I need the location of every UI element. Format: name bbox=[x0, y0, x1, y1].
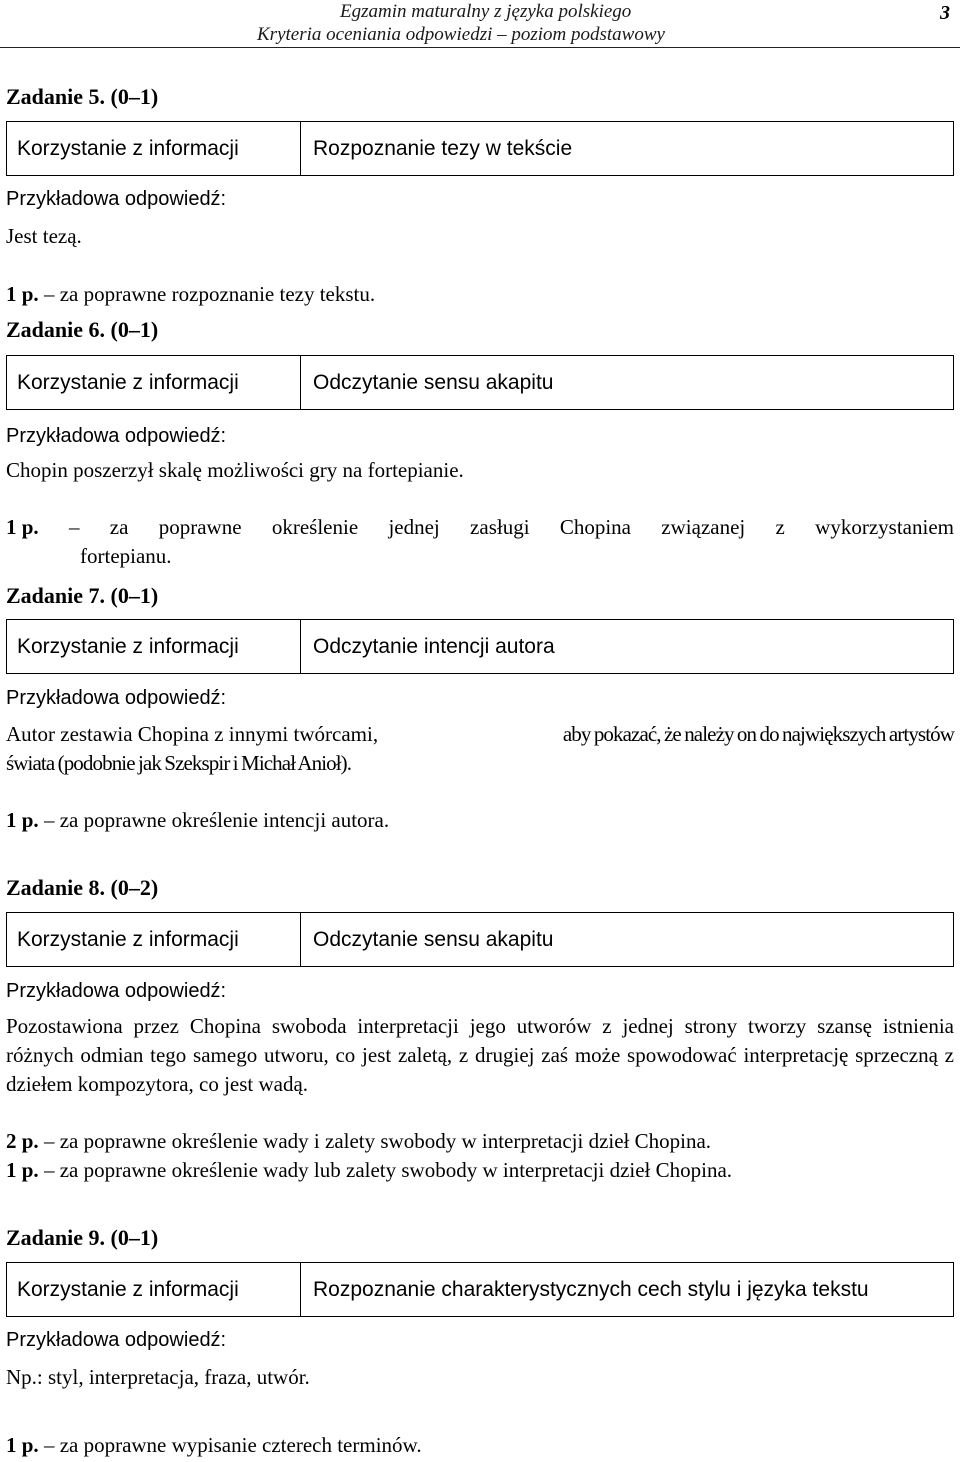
task-points: (0–2) bbox=[110, 875, 159, 900]
task-9-score bbox=[6, 1433, 422, 1458]
score-text: – za poprawne określenie wady i zalety swobody w interpretacji dzieł Chopina. bbox=[43, 1129, 712, 1153]
task-9-answer-label: Przykładowa odpowiedź: bbox=[6, 1329, 227, 1351]
category-cell: Korzystanie z informacji bbox=[7, 620, 301, 673]
task-5-title bbox=[6, 84, 158, 110]
score-text: – za poprawne określenie intencji autora. bbox=[43, 808, 390, 832]
score-points: 1 p. bbox=[6, 1158, 39, 1182]
task-5-answer-label: Przykładowa odpowiedź: bbox=[6, 188, 227, 210]
task-title-text: Zadanie 7. bbox=[6, 583, 106, 608]
requirement-cell: Rozpoznanie charakterystycznych cech stylu i języka tekstu bbox=[313, 1277, 869, 1301]
task-7-answer bbox=[6, 720, 954, 778]
task-7-category-table bbox=[6, 619, 954, 674]
score-text-continued: fortepianu. bbox=[80, 544, 172, 568]
task-8-answer: Pozostawiona przez Chopina swoboda interpretacji jego utworów z jednej strony tworzy szansę istnienia różnych odmian tego samego utworu, co jest zaletą, z drugiej zaś może spowodować interpretację sprzeczną z dziełem kompozytora, co jest wadą. bbox=[6, 1014, 954, 1096]
score-word: za bbox=[109, 515, 129, 539]
score-word: jednej bbox=[388, 515, 440, 539]
task-7-score bbox=[6, 808, 389, 833]
category-cell: Korzystanie z informacji bbox=[7, 1263, 301, 1316]
task-6-title bbox=[6, 317, 158, 343]
requirement-cell: Odczytanie sensu akapitu bbox=[313, 927, 554, 951]
header-divider bbox=[0, 47, 960, 48]
score-word: – bbox=[68, 515, 80, 539]
answer-line-2: świata (podobnie jak Szekspir i Michał Anioł). bbox=[6, 751, 352, 775]
answer-part-a: Autor zestawia Chopina z innymi twórcami, bbox=[6, 722, 379, 746]
category-cell: Korzystanie z informacji bbox=[7, 356, 301, 409]
answer-line-1 bbox=[6, 720, 954, 749]
header-exam-title: Egzamin maturalny z języka polskiego bbox=[340, 1, 632, 22]
score-text: – za poprawne wypisanie czterech terminów. bbox=[43, 1433, 422, 1457]
score-word: zasługi bbox=[470, 515, 530, 539]
requirement-cell: Odczytanie sensu akapitu bbox=[313, 370, 554, 394]
score-points: 2 p. bbox=[6, 1129, 39, 1153]
category-cell: Korzystanie z informacji bbox=[7, 122, 301, 175]
score-points: 1 p. bbox=[6, 515, 39, 539]
task-6-answer-label: Przykładowa odpowiedź: bbox=[6, 425, 227, 447]
task-title-text: Zadanie 5. bbox=[6, 84, 106, 109]
score-text: – za poprawne rozpoznanie tezy tekstu. bbox=[43, 282, 376, 306]
score-word: z bbox=[775, 515, 785, 539]
task-6-answer: Chopin poszerzył skalę możliwości gry na fortepianie. bbox=[6, 458, 464, 482]
task-8-score-2 bbox=[6, 1129, 711, 1154]
score-points: 1 p. bbox=[6, 808, 39, 832]
task-8-category-table bbox=[6, 912, 954, 967]
task-title-text: Zadanie 8. bbox=[6, 875, 106, 900]
task-6-category-table bbox=[6, 355, 954, 410]
score-points: 1 p. bbox=[6, 282, 39, 306]
category-cell: Korzystanie z informacji bbox=[7, 913, 301, 966]
score-text: – za poprawne określenie wady lub zalety swobody w interpretacji dzieł Chopina. bbox=[43, 1158, 733, 1182]
score-word: Chopina bbox=[559, 515, 631, 539]
task-5-score bbox=[6, 282, 375, 307]
task-9-answer: Np.: styl, interpretacja, fraza, utwór. bbox=[6, 1365, 310, 1389]
answer-part-b: aby pokazać, że należy on do największych artystów bbox=[562, 722, 954, 746]
task-points: (0–1) bbox=[110, 583, 159, 608]
requirement-cell: Odczytanie intencji autora bbox=[313, 634, 555, 658]
score-points: 1 p. bbox=[6, 1433, 39, 1457]
task-9-title bbox=[6, 1225, 158, 1251]
task-7-answer-label: Przykładowa odpowiedź: bbox=[6, 687, 227, 709]
task-points: (0–1) bbox=[110, 84, 159, 109]
task-9-category-table bbox=[6, 1262, 954, 1317]
task-8-answer-label: Przykładowa odpowiedź: bbox=[6, 980, 227, 1002]
score-word: określenie bbox=[271, 515, 359, 539]
score-row bbox=[6, 513, 954, 542]
task-8-score-1 bbox=[6, 1158, 732, 1183]
task-6-score bbox=[6, 513, 954, 571]
score-word: wykorzystaniem bbox=[815, 515, 954, 539]
task-5-answer: Jest tezą. bbox=[6, 224, 82, 248]
score-word: związanej bbox=[661, 515, 746, 539]
task-8-title bbox=[6, 875, 158, 901]
header-criteria-title: Kryteria oceniania odpowiedzi – poziom podstawowy bbox=[257, 24, 665, 45]
task-5-category-table bbox=[6, 121, 954, 176]
task-points: (0–1) bbox=[110, 1225, 159, 1250]
requirement-cell: Rozpoznanie tezy w tekście bbox=[313, 136, 573, 160]
task-7-title bbox=[6, 583, 158, 609]
task-title-text: Zadanie 6. bbox=[6, 317, 106, 342]
task-points: (0–1) bbox=[110, 317, 159, 342]
page-number: 3 bbox=[940, 2, 950, 24]
task-title-text: Zadanie 9. bbox=[6, 1225, 106, 1250]
score-word: poprawne bbox=[158, 515, 242, 539]
